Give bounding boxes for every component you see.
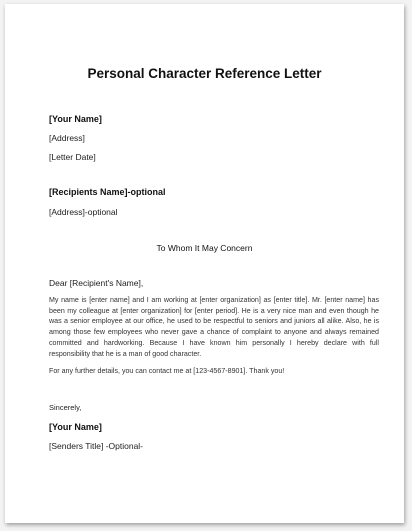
body-paragraph: My name is [enter name] and I am working at [enter organization] as [enter title]. Mr. [enter name] has been my colleague at [enter organization] for [enter period]. He is a very nice man and even though he was a senior employee at our office, he used to be respectful to seniors and juniors all alike. Also, he is among those few employees who never gave a chance of complaint to anyone and always remained committed and hardworking. Because I have known him personally I hereby declare with full responsibility that he is a man of good character. (49, 296, 379, 358)
letter-date: [Letter Date] (49, 152, 96, 162)
letter-title: Personal Character Reference Letter (87, 66, 322, 81)
sender-address: [Address] (49, 133, 85, 143)
greeting: Dear [Recipient's Name], (49, 278, 144, 288)
recipient-name: [Recipients Name]-optional (49, 187, 166, 197)
letter-page (5, 4, 404, 523)
signature-title: [Senders Title] -Optional- (49, 441, 144, 451)
sender-name: [Your Name] (49, 114, 102, 124)
to-whom-heading: To Whom It May Concern (156, 243, 253, 253)
recipient-address: [Address]-optional (49, 207, 118, 217)
contact-paragraph: For any further details, you can contact me at [123-4567-8901]. Thank you! (49, 367, 285, 375)
signature-name: [Your Name] (49, 422, 102, 432)
closing: Sincerely, (49, 403, 82, 412)
